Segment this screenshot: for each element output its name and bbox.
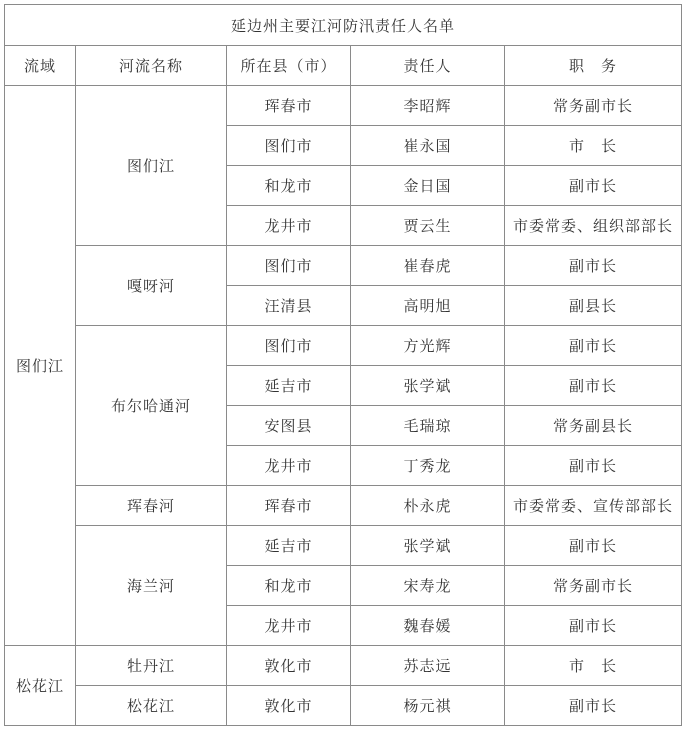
river-cell: 珲春河 xyxy=(76,486,227,526)
person-cell: 崔春虎 xyxy=(351,246,505,286)
header-basin: 流域 xyxy=(5,46,76,86)
position-cell: 市 长 xyxy=(505,126,682,166)
position-cell: 市 长 xyxy=(505,646,682,686)
position-cell: 副市长 xyxy=(505,686,682,726)
person-cell: 杨元祺 xyxy=(351,686,505,726)
river-cell: 图们江 xyxy=(76,86,227,246)
table-title: 延边州主要江河防汛责任人名单 xyxy=(5,5,682,46)
table-body xyxy=(5,5,682,726)
county-cell: 和龙市 xyxy=(227,166,351,206)
person-cell: 方光辉 xyxy=(351,326,505,366)
county-cell: 和龙市 xyxy=(227,566,351,606)
person-cell: 崔永国 xyxy=(351,126,505,166)
county-cell: 珲春市 xyxy=(227,86,351,126)
county-cell: 汪清县 xyxy=(227,286,351,326)
county-cell: 龙井市 xyxy=(227,206,351,246)
county-cell: 安图县 xyxy=(227,406,351,446)
position-cell: 常务副市长 xyxy=(505,86,682,126)
position-cell: 市委常委、宣传部部长 xyxy=(505,486,682,526)
county-cell: 延吉市 xyxy=(227,366,351,406)
person-cell: 毛瑞琼 xyxy=(351,406,505,446)
title-row xyxy=(5,5,682,46)
person-cell: 张学斌 xyxy=(351,366,505,406)
basin-cell: 图们江 xyxy=(5,86,76,646)
position-cell: 副市长 xyxy=(505,246,682,286)
person-cell: 丁秀龙 xyxy=(351,446,505,486)
person-cell: 苏志远 xyxy=(351,646,505,686)
header-position: 职 务 xyxy=(505,46,682,86)
person-cell: 金日国 xyxy=(351,166,505,206)
table-row xyxy=(5,526,682,566)
table-row xyxy=(5,326,682,366)
position-cell: 常务副市长 xyxy=(505,566,682,606)
position-cell: 副市长 xyxy=(505,166,682,206)
person-cell: 张学斌 xyxy=(351,526,505,566)
person-cell: 宋寿龙 xyxy=(351,566,505,606)
header-person: 责任人 xyxy=(351,46,505,86)
river-cell: 牡丹江 xyxy=(76,646,227,686)
county-cell: 龙井市 xyxy=(227,446,351,486)
position-cell: 副县长 xyxy=(505,286,682,326)
table-row xyxy=(5,486,682,526)
position-cell: 市委常委、组织部部长 xyxy=(505,206,682,246)
position-cell: 副市长 xyxy=(505,446,682,486)
header-river: 河流名称 xyxy=(76,46,227,86)
county-cell: 图们市 xyxy=(227,246,351,286)
person-cell: 贾云生 xyxy=(351,206,505,246)
county-cell: 敦化市 xyxy=(227,646,351,686)
river-cell: 嘎呀河 xyxy=(76,246,227,326)
position-cell: 副市长 xyxy=(505,326,682,366)
flood-control-table xyxy=(4,4,682,726)
position-cell: 常务副县长 xyxy=(505,406,682,446)
county-cell: 图们市 xyxy=(227,326,351,366)
position-cell: 副市长 xyxy=(505,366,682,406)
header-row xyxy=(5,46,682,86)
river-cell: 海兰河 xyxy=(76,526,227,646)
position-cell: 副市长 xyxy=(505,526,682,566)
table-row xyxy=(5,246,682,286)
county-cell: 延吉市 xyxy=(227,526,351,566)
river-cell: 布尔哈通河 xyxy=(76,326,227,486)
county-cell: 珲春市 xyxy=(227,486,351,526)
county-cell: 敦化市 xyxy=(227,686,351,726)
person-cell: 朴永虎 xyxy=(351,486,505,526)
county-cell: 龙井市 xyxy=(227,606,351,646)
header-county: 所在县（市） xyxy=(227,46,351,86)
table-row xyxy=(5,86,682,126)
river-cell: 松花江 xyxy=(76,686,227,726)
person-cell: 魏春媛 xyxy=(351,606,505,646)
person-cell: 高明旭 xyxy=(351,286,505,326)
basin-cell: 松花江 xyxy=(5,646,76,726)
position-cell: 副市长 xyxy=(505,606,682,646)
county-cell: 图们市 xyxy=(227,126,351,166)
table-row xyxy=(5,686,682,726)
person-cell: 李昭辉 xyxy=(351,86,505,126)
table-row xyxy=(5,646,682,686)
